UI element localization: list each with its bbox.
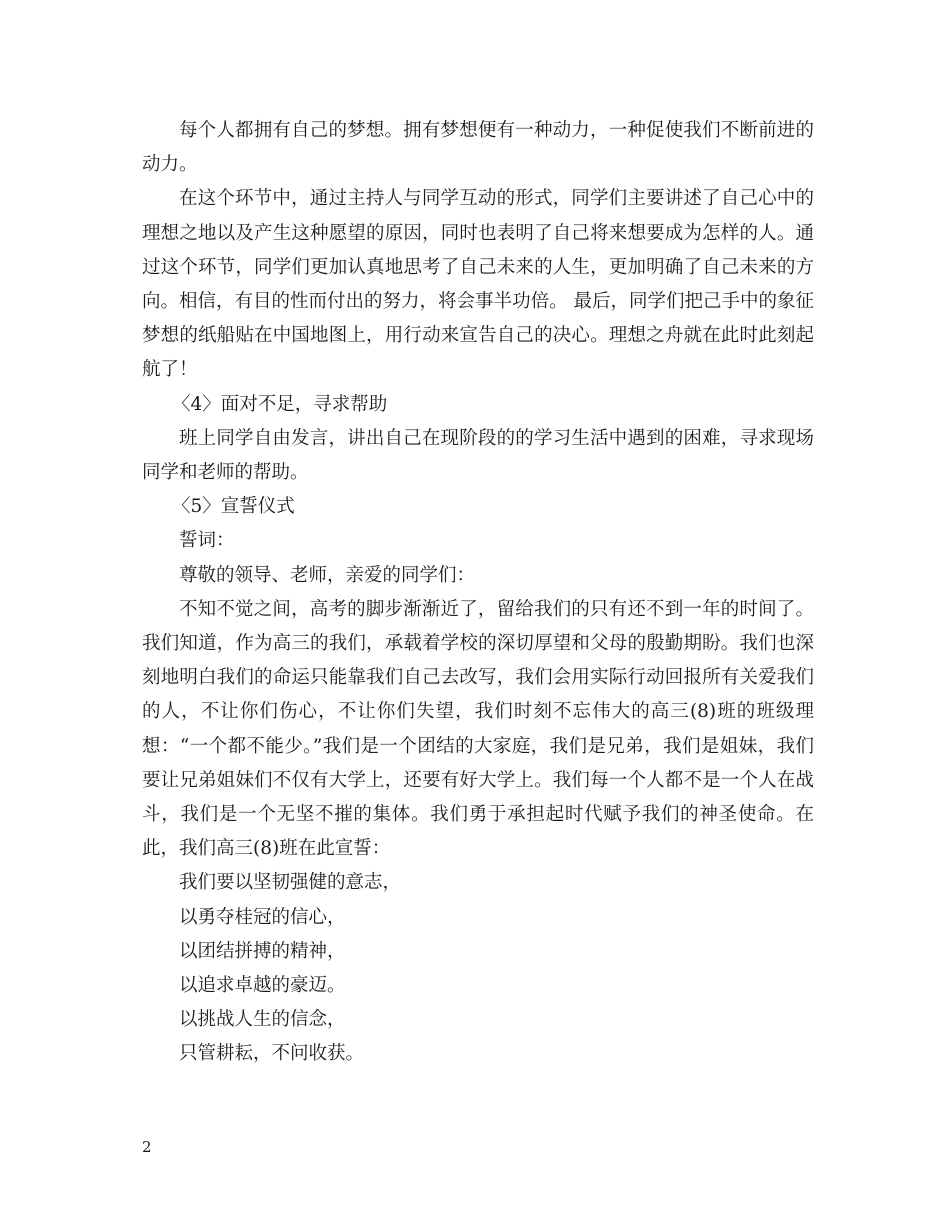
section-heading-oath-ceremony: 〈5〉宣誓仪式: [172, 496, 295, 518]
oath-line: 只管耕耘，不问收获。: [179, 1043, 365, 1065]
oath-line: 以团结拼搏的精神，: [179, 940, 346, 962]
oath-label: 誓词：: [179, 530, 235, 552]
section-heading-seek-help: 〈4〉面对不足，寻求帮助: [172, 393, 388, 415]
paragraph-free-speech: 班上同学自由发言，讲出自己在现阶段的的学习生活中遇到的困难，寻求现场同学和老师的帮助。: [142, 427, 814, 484]
page-number: 2: [142, 1138, 152, 1156]
oath-line: 以勇夺桂冠的信心，: [179, 906, 346, 928]
oath-line: 以追求卓越的豪迈。: [179, 975, 346, 997]
paragraph-interaction-segment: 在这个环节中，通过主持人与同学互动的形式，同学们主要讲述了自己心中的理想之地以及产生这种愿望的原因，同时也表明了自己将来想要成为怎样的人。通过这个环节，同学们更加认真地思考了自己未来的人生，更加明确了自己未来的方向。相信，有目的性而付出的努力，将会事半功倍。 最后，同学们把己手中的象征梦想的纸船贴在中国地图上，用行动来宣告自己的决心。理想之舟就在此时此刻起航了！: [142, 188, 814, 381]
body-text: [142, 114, 814, 1072]
oath-line: 以挑战人生的信念，: [179, 1009, 346, 1031]
oath-body: 不知不觉之间，高考的脚步渐渐近了，留给我们的只有还不到一年的时间了。我们知道，作为高三的我们，承载着学校的深切厚望和父母的殷勤期盼。我们也深刻地明白我们的命运只能靠我们自己去改写，我们会用实际行动回报所有关爱我们的人，不让你们伤心，不让你们失望，我们时刻不忘伟大的高三(8)班的班级理想：“一个都不能少。”我们是一个团结的大家庭，我们是兄弟，我们是姐妹，我们要让兄弟姐妹们不仅有大学上，还要有好大学上。我们每一个人都不是一个人在战斗，我们是一个无坚不摧的集体。我们勇于承担起时代赋予我们的神圣使命。在此，我们高三(8)班在此宣誓：: [142, 598, 814, 860]
oath-line: 我们要以坚韧强健的意志，: [179, 872, 402, 894]
paragraph-dream-motivation: 每个人都拥有自己的梦想。拥有梦想便有一种动力，一种促使我们不断前进的动力。: [142, 120, 814, 176]
oath-salutation: 尊敬的领导、老师，亲爱的同学们：: [179, 564, 476, 586]
